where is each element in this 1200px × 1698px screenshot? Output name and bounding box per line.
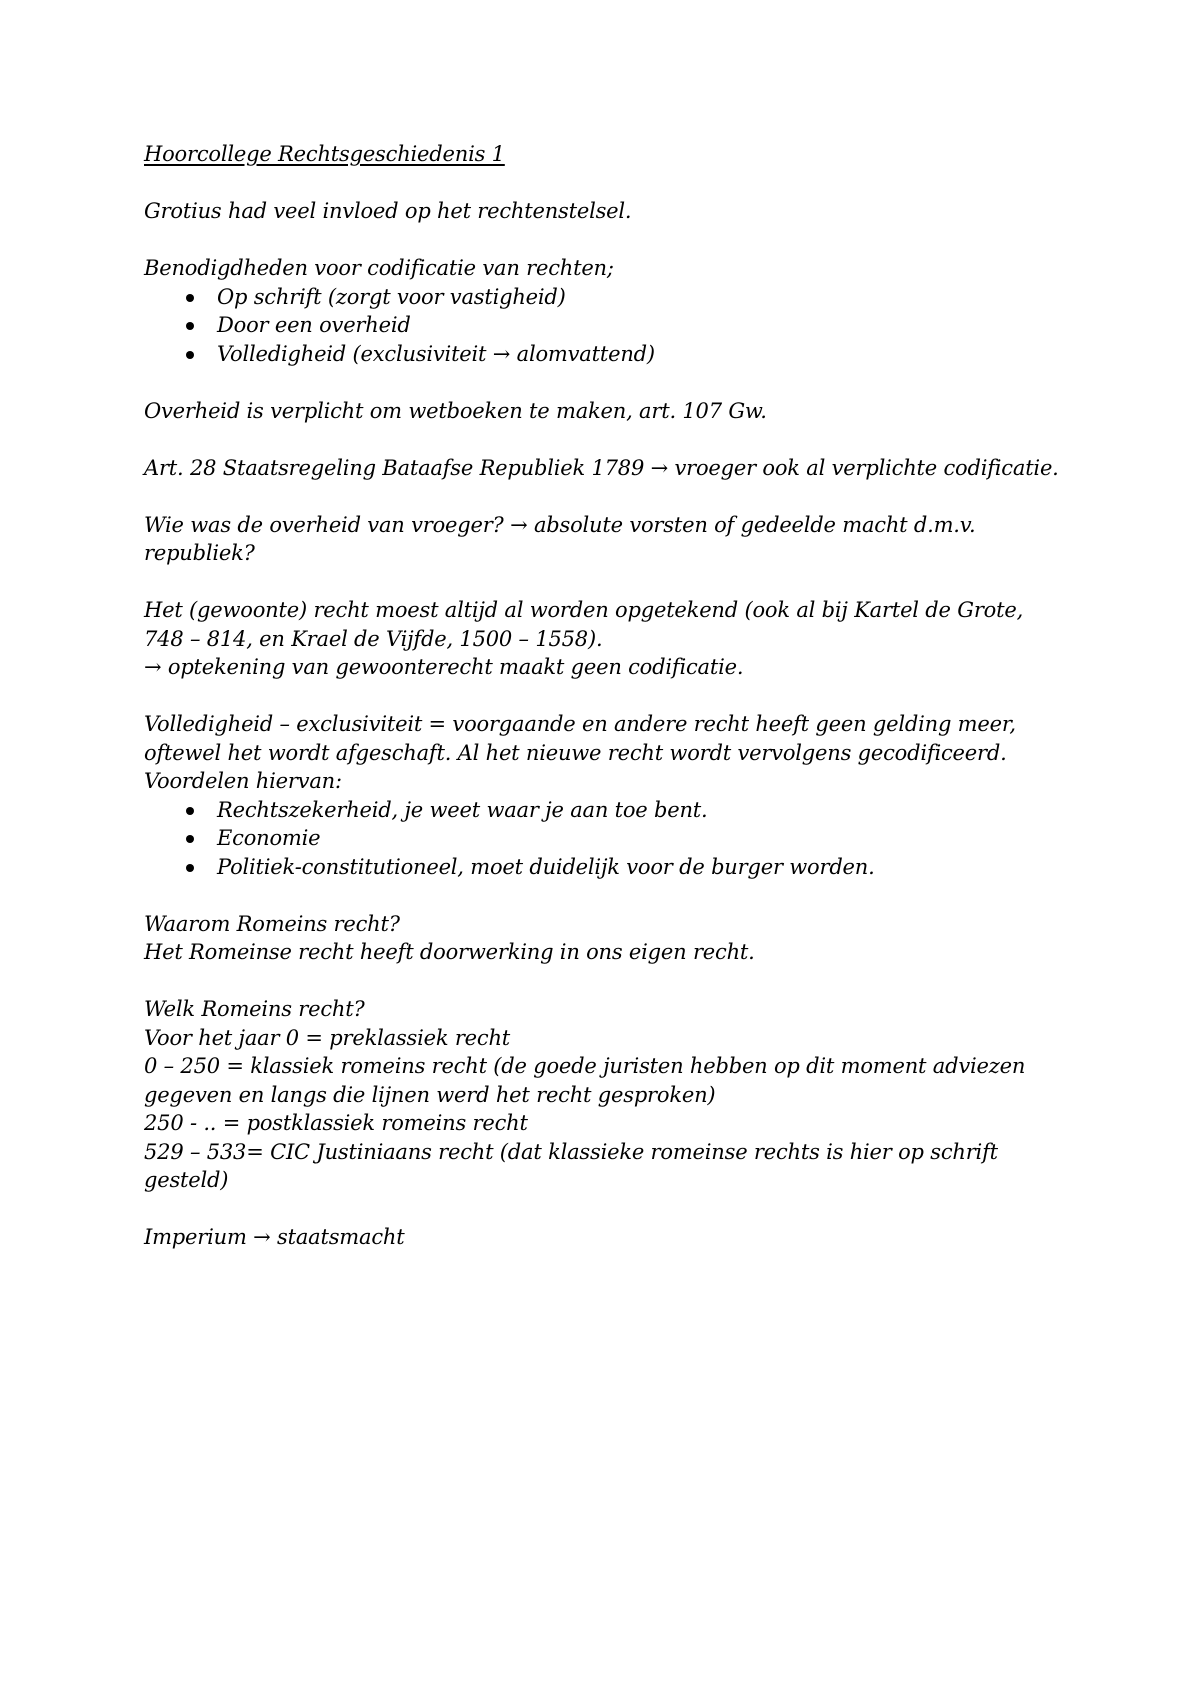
- document-title: Hoorcollege Rechtsgeschiedenis 1: [144, 142, 505, 166]
- paragraph-optekening: → optekening van gewoonterecht maakt geen codificatie.: [144, 655, 744, 679]
- paragraph-art28: Art. 28 Staatsregeling Bataafse Republiek 1789 → vroeger ook al verplichte codificatie.: [144, 455, 1059, 480]
- spacer: [144, 368, 1064, 397]
- bullet-list-benodigdheden: [144, 283, 1064, 369]
- paragraph-waarom-answer: Het Romeinse recht heeft doorwerking in ons eigen recht.: [144, 940, 755, 964]
- list-item: [144, 311, 1064, 340]
- paragraph-welk-preklassiek: Voor het jaar 0 = preklassiek recht: [144, 1025, 511, 1050]
- paragraph-benodigdheden: Benodigdheden voor codificatie van rechten;: [144, 256, 614, 280]
- paragraph-imperium: Imperium → staatsmacht: [144, 1225, 405, 1249]
- paragraph-welk-postklassiek: 250 - .. = postklassiek romeins recht: [144, 1111, 528, 1135]
- spacer: [144, 1195, 1064, 1224]
- bullet-icon: [186, 807, 194, 815]
- bullet-list-voordelen: [144, 796, 1064, 882]
- paragraph-welk-question: Welk Romeins recht?: [144, 997, 365, 1021]
- spacer: [144, 682, 1064, 711]
- bullet-icon: [186, 322, 194, 330]
- document-page: [144, 140, 1064, 1252]
- list-item: [144, 340, 1064, 369]
- paragraph-welk-cic: 529 – 533= CIC Justiniaans recht (dat klassieke romeinse rechts is hier op schrift gesteld): [144, 1139, 998, 1192]
- bullet-icon: [186, 294, 194, 302]
- paragraph-overheid: Overheid is verplicht om wetboeken te maken, art. 107 Gw.: [144, 398, 767, 423]
- bullet-icon: [186, 864, 194, 872]
- spacer: [144, 425, 1064, 454]
- list-item-text: Politiek-constitutioneel, moet duidelijk voor de burger worden.: [217, 854, 875, 879]
- spacer: [144, 568, 1064, 597]
- spacer: [144, 169, 1064, 198]
- list-item: [144, 796, 1064, 825]
- list-item: [144, 824, 1064, 853]
- list-item: [144, 853, 1064, 882]
- spacer: [144, 226, 1064, 255]
- bullet-icon: [186, 835, 194, 843]
- list-item-text: Door een overheid: [217, 313, 411, 337]
- spacer: [144, 482, 1064, 511]
- bullet-icon: [186, 351, 194, 359]
- list-item-text: Rechtszekerheid, je weet waar je aan toe bent.: [217, 797, 708, 822]
- spacer: [144, 881, 1064, 910]
- paragraph-welk-klassiek: 0 – 250 = klassiek romeins recht (de goede juristen hebben op dit moment adviezen gegeven en langs die lijnen werd het recht gesproken): [144, 1054, 1026, 1107]
- paragraph-volledigheid: Volledigheid – exclusiviteit = voorgaande en andere recht heeft geen gelding meer, oftewel het wordt afgeschaft. Al het nieuwe recht wordt vervolgens gecodificeerd. Voordelen hiervan:: [144, 712, 1016, 793]
- paragraph-gewoonterecht: Het (gewoonte) recht moest altijd al worden opgetekend (ook al bij Kartel de Grote, 748 – 814, en Krael de Vijfde, 1500 – 1558).: [144, 598, 1024, 651]
- list-item: [144, 283, 1064, 312]
- spacer: [144, 967, 1064, 996]
- list-item-text: Op schrift (zorgt voor vastigheid): [217, 284, 566, 309]
- paragraph-waarom-question: Waarom Romeins recht?: [144, 911, 400, 936]
- paragraph-grotius: Grotius had veel invloed op het rechtenstelsel.: [144, 199, 632, 223]
- list-item-text: Volledigheid (exclusiviteit → alomvattend): [217, 341, 655, 366]
- paragraph-wie: Wie was de overheid van vroeger? → absolute vorsten of gedeelde macht d.m.v. republiek?: [144, 512, 976, 565]
- list-item-text: Economie: [217, 826, 321, 850]
